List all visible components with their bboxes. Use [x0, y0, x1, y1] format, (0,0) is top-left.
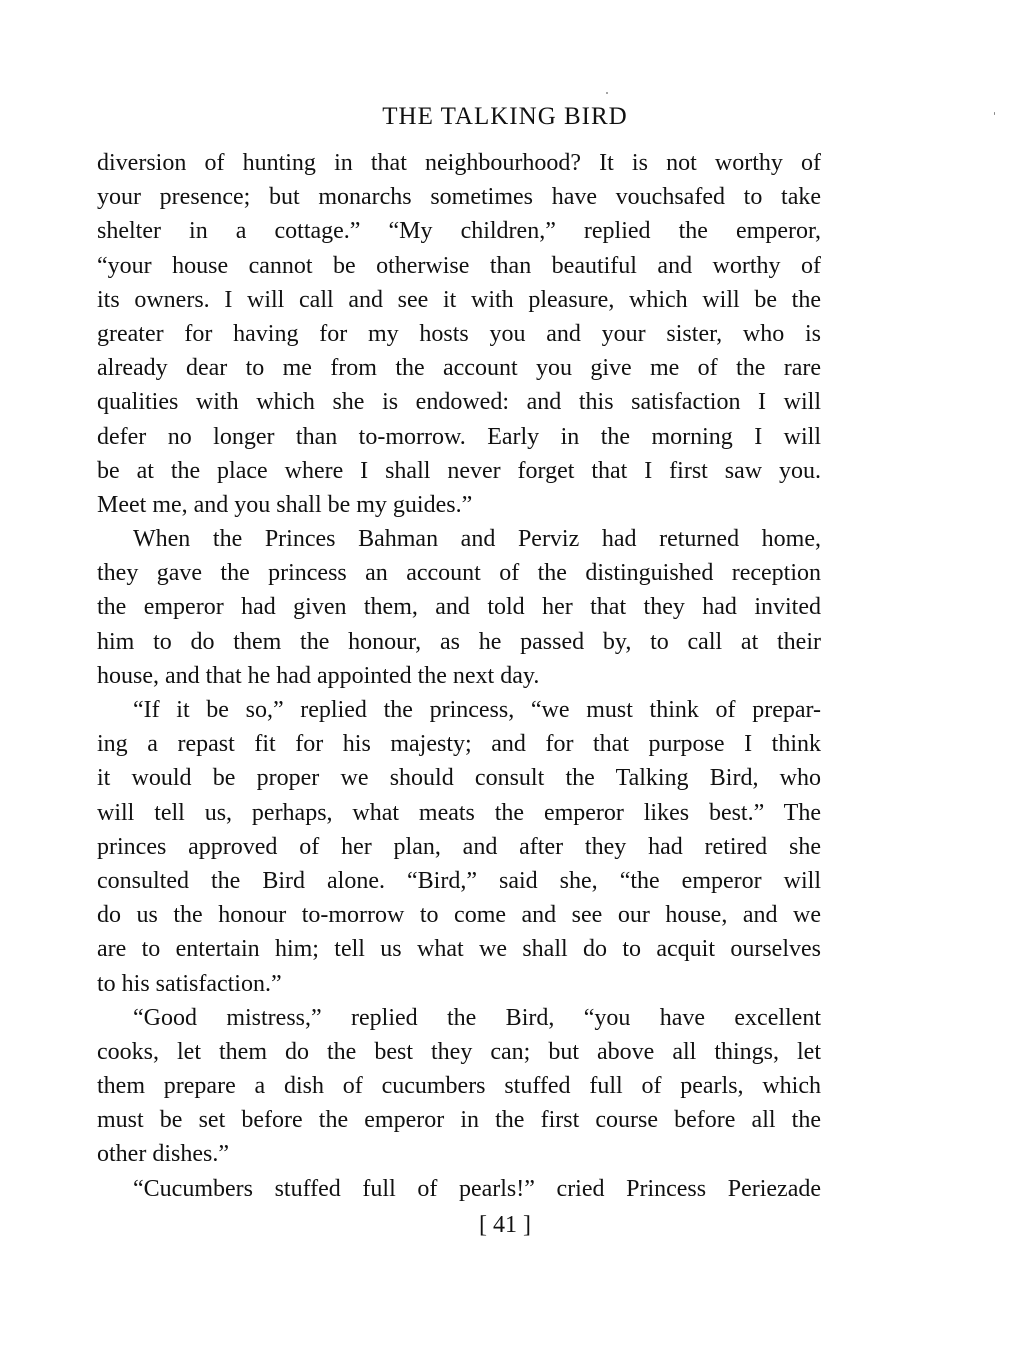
text-line: “Cucumbers stuffed full of pearls!” cried Princess Periezade: [133, 1175, 821, 1202]
text-line: consulted the Bird alone. “Bird,” said she, “the emperor will: [97, 867, 821, 894]
text-line: princes approved of her plan, and after they had retired she: [97, 833, 821, 860]
running-head: THE TALKING BIRD: [382, 103, 628, 130]
text-line: cooks, let them do the best they can; but above all things, let: [97, 1038, 821, 1065]
text-line: him to do them the honour, as he passed by, to call at their: [97, 628, 821, 655]
text-line: must be set before the emperor in the first course before all the: [97, 1107, 821, 1134]
paragraph: [97, 1172, 821, 1206]
text-line: already dear to me from the account you give me of the rare: [97, 355, 821, 382]
text-line: “your house cannot be otherwise than beautiful and worthy of: [97, 252, 821, 279]
paragraph: [97, 146, 821, 522]
text-line: diversion of hunting in that neighbourhood? It is not worthy of: [97, 150, 821, 176]
scan-speck: [606, 92, 608, 94]
text-line: shelter in a cottage.” “My children,” replied the emperor,: [97, 218, 821, 245]
text-line: them prepare a dish of cucumbers stuffed full of pearls, which: [97, 1073, 821, 1100]
text-line: it would be proper we should consult the Talking Bird, who: [97, 765, 821, 792]
text-line: house, and that he had appointed the next day.: [97, 662, 540, 689]
body-text: [97, 146, 821, 1206]
text-line: will tell us, perhaps, what meats the emperor likes best.” The: [97, 799, 821, 826]
paragraph: [97, 1001, 821, 1172]
page-number: [ 41 ]: [479, 1212, 531, 1238]
text-line: “Good mistress,” replied the Bird, “you have excellent: [133, 1004, 821, 1031]
text-line: Meet me, and you shall be my guides.”: [97, 491, 473, 518]
text-line: ing a repast fit for his majesty; and for that purpose I think: [97, 731, 821, 758]
text-line: other dishes.”: [97, 1141, 229, 1168]
text-line: are to entertain him; tell us what we shall do to acquit ourselves: [97, 936, 821, 963]
text-line: to his satisfaction.”: [97, 970, 282, 997]
paragraph: [97, 693, 821, 1001]
text-line: the emperor had given them, and told her that they had invited: [97, 594, 821, 621]
text-line: they gave the princess an account of the distinguished reception: [97, 560, 821, 587]
text-line: When the Princes Bahman and Perviz had returned home,: [133, 526, 821, 553]
text-line: its owners. I will call and see it with pleasure, which will be the: [97, 286, 821, 313]
text-line: defer no longer than to-morrow. Early in the morning I will: [97, 423, 821, 450]
text-line: do us the honour to-morrow to come and see our house, and we: [97, 902, 821, 929]
text-line: greater for having for my hosts you and your sister, who is: [97, 320, 821, 347]
text-line: your presence; but monarchs sometimes have vouchsafed to take: [97, 184, 821, 211]
paragraph: [97, 522, 821, 693]
text-line: qualities with which she is endowed: and this satisfaction I will: [97, 389, 821, 416]
text-line: “If it be so,” replied the princess, “we must think of prepar-: [133, 697, 821, 723]
text-line: be at the place where I shall never forget that I first saw you.: [97, 457, 821, 484]
